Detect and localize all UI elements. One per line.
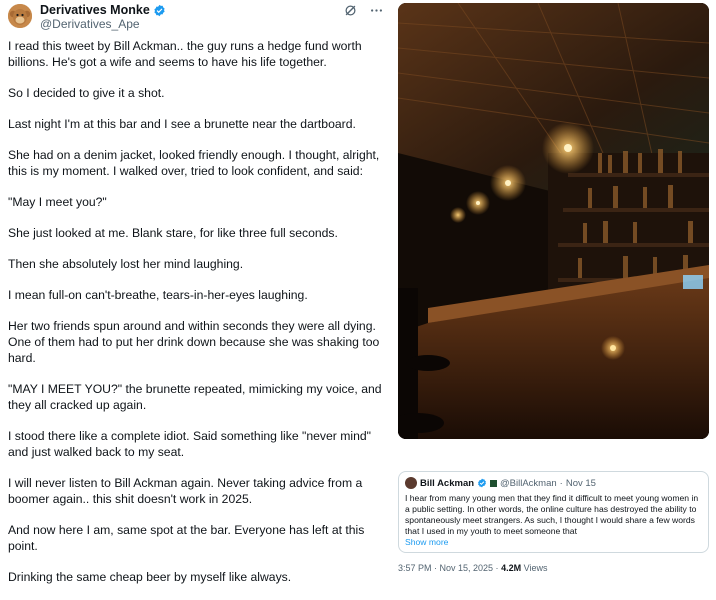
author-avatar[interactable] (8, 4, 32, 28)
quoted-tweet-text: I hear from many young men that they find it difficult to meet young women in a public setting. In other words, the online culture has destroyed the ability to spontaneously meet strangers. As such, I thought I would share a few words that I used in my youth to meet someone that (405, 493, 699, 536)
tweet-paragraph: Drinking the same cheap beer by myself like always. (8, 570, 292, 584)
monkey-avatar-icon (8, 4, 32, 28)
grok-icon[interactable] (342, 2, 358, 18)
tweet-paragraph: So I decided to give it a shot. (8, 86, 165, 100)
tweet-paragraph: Her two friends spun around and within seconds they were all dying. One of them had to put her drink down because she was shaking too hard. (8, 319, 380, 365)
quoted-author-handle: @BillAckman (500, 477, 557, 489)
more-icon[interactable] (368, 2, 384, 18)
affiliate-badge-icon (490, 480, 497, 487)
tweet-paragraph: I read this tweet by Bill Ackman.. the guy runs a hedge fund worth billions. He's got a wife and seems to have his life together. (8, 39, 362, 69)
quoted-date: Nov 15 (565, 477, 596, 489)
tweet-paragraph: "MAY I MEET YOU?" the brunette repeated, mimicking my voice, and they all cracked up again. (8, 382, 382, 412)
tweet-paragraph: She just looked at me. Blank stare, for like three full seconds. (8, 226, 338, 240)
quoted-separator: · (559, 477, 563, 489)
author-handle[interactable]: @Derivatives_Ape (40, 17, 140, 31)
tweet-time-date[interactable]: 3:57 PM · Nov 15, 2025 · (398, 563, 499, 573)
quoted-tweet[interactable] (398, 471, 709, 553)
show-more-link[interactable]: Show more (405, 537, 449, 547)
tweet-timestamp (398, 563, 547, 573)
tweet-paragraph: Last night I'm at this bar and I see a brunette near the dartboard. (8, 117, 356, 131)
tweet-paragraph: I will never listen to Bill Ackman again. Never taking advice from a boomer again.. this shit doesn't work in 2025. (8, 476, 363, 506)
tweet-paragraph: And now here I am, same spot at the bar. Everyone has left at this point. (8, 523, 365, 553)
tweet-paragraph: I mean full-on can't-breathe, tears-in-her-eyes laughing. (8, 288, 308, 302)
tweet-paragraph: "May I meet you?" (8, 195, 107, 209)
view-count: 4.2M (501, 563, 522, 573)
verified-badge-icon (477, 478, 487, 488)
tweet-actions-top (342, 2, 384, 18)
bar-interior-image (398, 3, 709, 439)
tweet-text (8, 38, 386, 600)
author-display-name[interactable]: Derivatives Monke (40, 3, 150, 17)
tweet-paragraph: I stood there like a complete idiot. Said something like "never mind" and just walked back to my seat. (8, 429, 371, 459)
tweet-paragraph: She had on a denim jacket, looked friendly enough. I thought, alright, this is my moment. I walked over, tried to look confident, and said: (8, 148, 380, 178)
tweet-paragraph: Then she absolutely lost her mind laughing. (8, 257, 244, 271)
quoted-author-name: Bill Ackman (420, 477, 475, 489)
author-name-row[interactable] (40, 3, 166, 17)
quoted-tweet-header (405, 477, 702, 489)
bar-photo[interactable] (398, 3, 709, 439)
verified-badge-icon (153, 4, 166, 17)
views-label: Views (523, 563, 548, 573)
quoted-author-avatar (405, 477, 417, 489)
